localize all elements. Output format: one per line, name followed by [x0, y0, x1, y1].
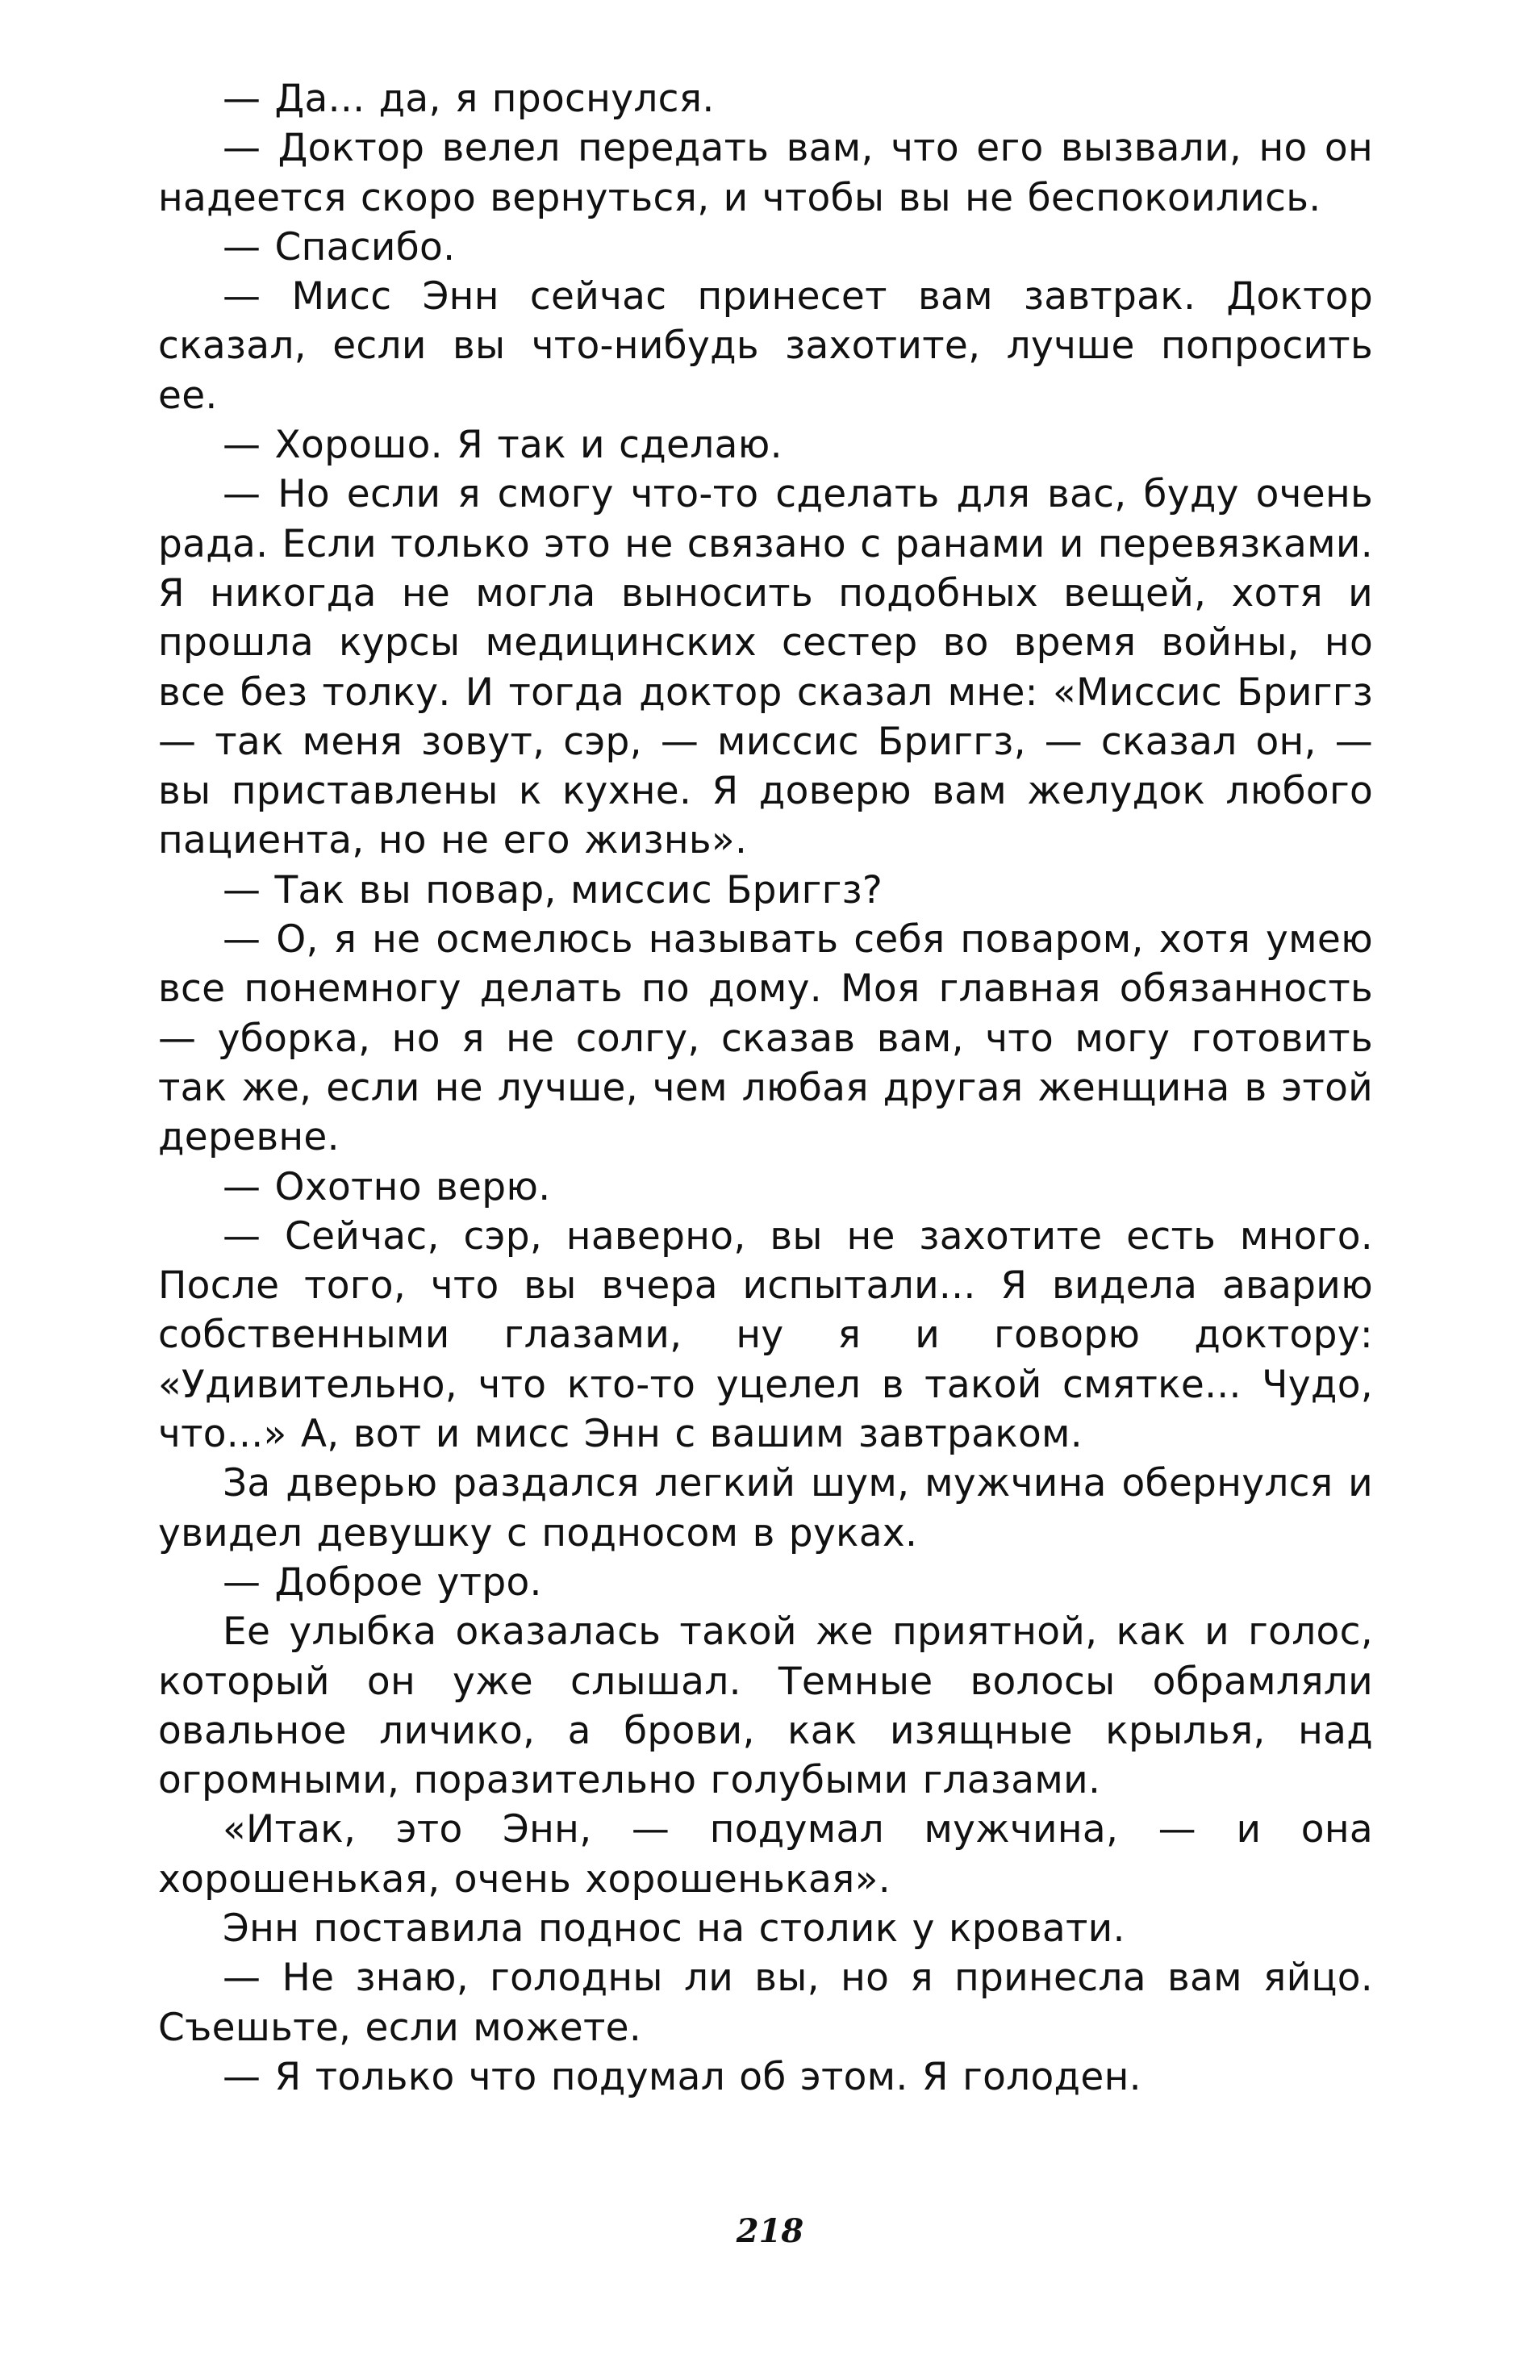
page-number: 218 [736, 2212, 804, 2250]
paragraph: — Сейчас, сэр, наверно, вы не захотите есть много. После того, что вы вчера испытали... Я видела аварию собственными глазами, ну я и говорю доктору: «Удивительно, что кто-то уцелел в такой смятке... Чудо, что...» А, вот и мисс Энн с вашим завтраком. [158, 1213, 1373, 1457]
paragraph: — Доктор велел передать вам, что его вызвали, но он надеется скоро вернуться, и чтобы вы не беспокоились. [158, 126, 1373, 220]
paragraph: — Не знаю, голодны ли вы, но я принесла вам яйцо. Съешьте, если можете. [158, 1956, 1373, 2050]
paragraph: — Мисс Энн сейчас принесет вам завтрак. Доктор сказал, если вы что-нибудь захотите, лучше попросить ее. [158, 274, 1373, 418]
paragraph: — Доброе утро. [223, 1560, 542, 1605]
paragraph: — Да... да, я проснулся. [223, 77, 715, 121]
paragraph: — Охотно верю. [223, 1164, 551, 1209]
paragraph: — О, я не осмелюсь называть себя поваром, хотя умею все понемногу делать по дому. Моя главная обязанность — уборка, но я не солгу, сказав вам, что могу готовить так же, если не лучше, чем любая другая женщина в этой деревне. [158, 917, 1373, 1160]
paragraph: — Я только что подумал об этом. Я голоден. [223, 2054, 1141, 2099]
paragraph: Энн поставила поднос на столик у кровати. [223, 1906, 1125, 1951]
paragraph: «Итак, это Энн, — подумал мужчина, — и она хорошенькая, очень хорошенькая». [158, 1807, 1373, 1902]
paragraph: Ее улыбка оказалась такой же приятной, как и голос, который он уже слышал. Темные волосы обрамляли овальное личико, а брови, как изящные крылья, над огромными, поразительно голубыми глазами. [158, 1610, 1373, 1803]
paragraph: За дверью раздался легкий шум, мужчина обернулся и увидел девушку с подносом в руках. [158, 1461, 1373, 1555]
paragraph: — Спасибо. [223, 224, 456, 269]
body-text [158, 74, 1373, 2102]
paragraph: — Хорошо. Я так и сделаю. [223, 423, 783, 468]
paragraph: — Так вы повар, миссис Бриггз? [223, 867, 883, 912]
paragraph: — Но если я смогу что-то сделать для вас, буду очень рада. Если только это не связано с ранами и перевязками. Я никогда не могла выносить подобных вещей, хотя и прошла курсы медицинских сестер во время войны, но все без толку. И тогда доктор сказал мне: «Миссис Бриггз — так меня зовут, сэр, — миссис Бриггз, — сказал он, — вы приставлены к кухне. Я доверю вам желудок любого пациента, но не его жизнь». [158, 472, 1373, 863]
